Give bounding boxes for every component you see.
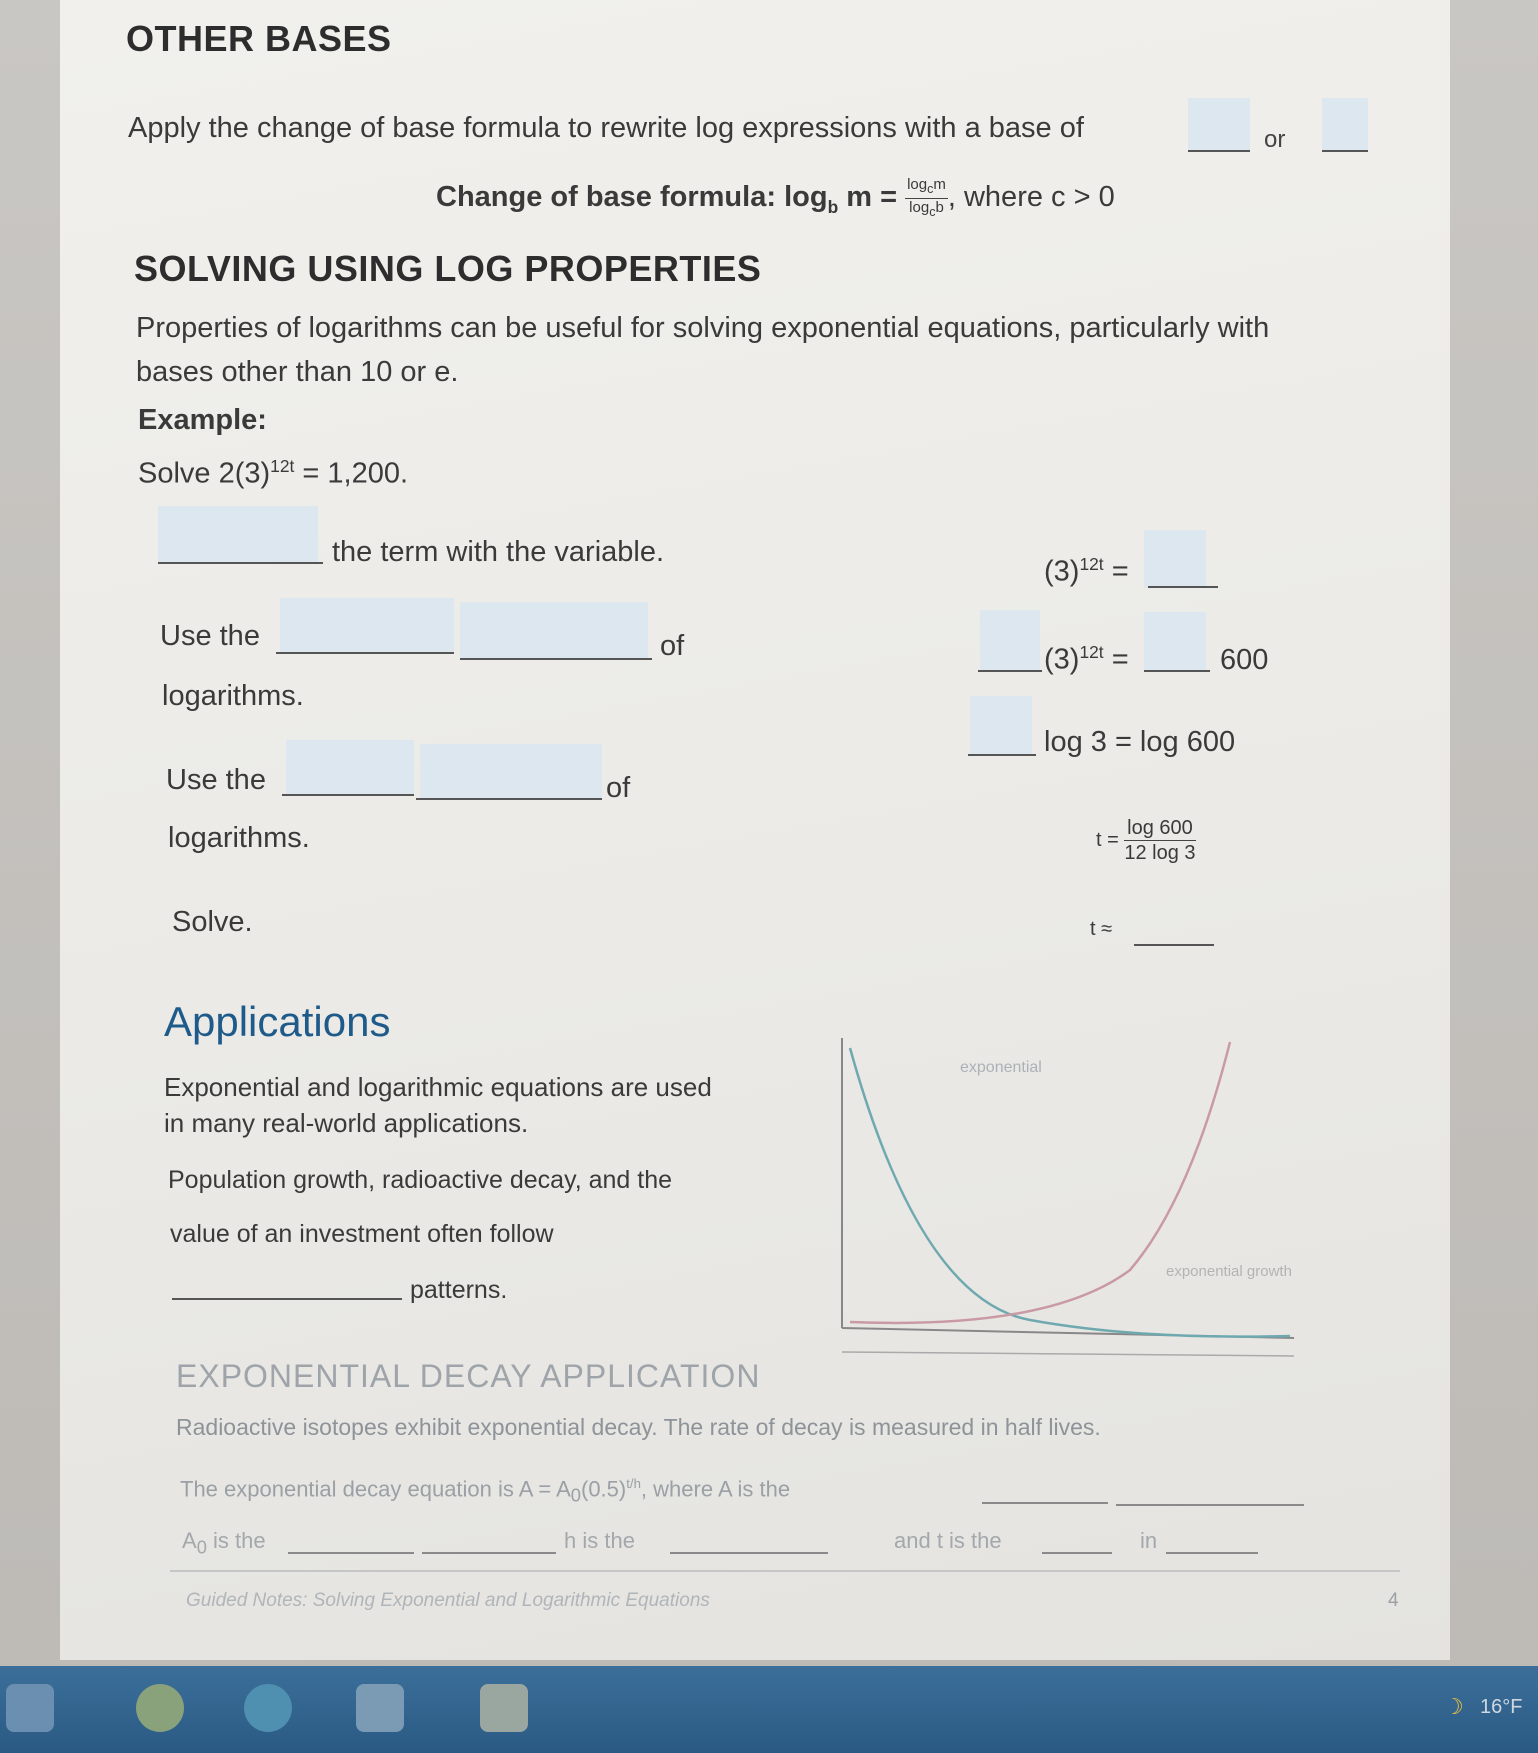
properties-para-line1: Properties of logarithms can be useful for solving exponential equations, particularly with	[136, 312, 1270, 344]
weather-temperature: 16°F	[1480, 1696, 1523, 1718]
answer-box-base-2	[1322, 98, 1368, 152]
step3-of: of	[606, 772, 631, 804]
answer-box-work3	[970, 696, 1032, 754]
exponential-graph	[830, 1030, 1310, 1360]
blank-decay-h[interactable]	[670, 1552, 828, 1554]
blank-work3[interactable]	[968, 754, 1036, 756]
work-line5: t ≈	[1090, 918, 1113, 940]
decay-a0-is: $A_0$ is the	[182, 1528, 266, 1558]
footer-page-number: 4	[1388, 1590, 1399, 1611]
step2-logarithms: logarithms.	[162, 680, 304, 712]
formula-where: , where c > 0	[947, 181, 1115, 214]
work-line4: t = $\frac{\log 600}{12 \log 3}$	[1096, 817, 1196, 864]
step3-use-the: Use the	[166, 764, 266, 796]
blank-step3a[interactable]	[282, 794, 414, 796]
formula-lhs: $\log_b m$ =	[784, 181, 898, 217]
work-600: 600	[1220, 644, 1269, 676]
work-line2: $(3)^{12t}$ =	[1044, 642, 1129, 676]
step3-logarithms: logarithms.	[168, 822, 310, 854]
or-text: or	[1264, 126, 1286, 153]
applications-patterns: patterns.	[410, 1276, 508, 1304]
decay-t-is: and t is the	[894, 1528, 1002, 1553]
blank-decay-a0-2[interactable]	[422, 1552, 556, 1554]
answer-box-step3a	[286, 740, 414, 794]
applications-p1-line1: Exponential and logarithmic equations are used	[164, 1072, 712, 1102]
folder-icon[interactable]	[480, 1684, 528, 1732]
document-page	[60, 0, 1450, 1660]
change-of-base-formula	[436, 176, 1115, 221]
decay-equation-line: The exponential decay equation is $A = A_0(0.5)^{t/h}$, where A is the	[180, 1476, 791, 1506]
heading-other-bases: OTHER BASES	[126, 18, 392, 59]
formula-fraction: $\frac{\log_cm}{\log_cb}$	[907, 176, 946, 219]
heading-solving-log-properties: SOLVING USING LOG PROPERTIES	[134, 248, 762, 289]
start-icon[interactable]	[6, 1684, 54, 1732]
properties-para-line2: bases other than 10 or e.	[136, 356, 459, 388]
blank-decay-a1[interactable]	[982, 1502, 1108, 1504]
files-icon[interactable]	[356, 1684, 404, 1732]
applications-p1-line2: in many real-world applications.	[164, 1108, 529, 1138]
blank-step2a[interactable]	[276, 652, 454, 654]
intro-text: Apply the change of base formula to rewrite log expressions with a base of	[128, 112, 1084, 144]
decay-curve	[850, 1048, 1290, 1337]
blank-decay-a0-1[interactable]	[288, 1552, 414, 1554]
blank-step2b[interactable]	[460, 658, 652, 660]
graph-label-decay: exponential	[960, 1059, 1042, 1076]
blank-decay-t[interactable]	[1042, 1552, 1112, 1554]
footer-divider	[170, 1570, 1400, 1572]
blank-base-2[interactable]	[1322, 150, 1368, 152]
blank-decay-in[interactable]	[1166, 1552, 1258, 1554]
answer-box-work1	[1144, 530, 1206, 588]
answer-box-step2b	[460, 602, 648, 660]
blank-patterns[interactable]	[172, 1298, 402, 1300]
example-equation: Solve $2(3)^{12t} = 1,200$.	[138, 456, 409, 490]
heading-applications: Applications	[164, 998, 391, 1045]
answer-box-step2a	[280, 598, 454, 652]
blank-decay-a2[interactable]	[1116, 1504, 1304, 1506]
work-line1: $(3)^{12t}$ =	[1044, 554, 1129, 588]
step2-use-the: Use the	[160, 620, 260, 652]
answer-box-work2b	[1144, 612, 1206, 670]
taskbar	[0, 1666, 1538, 1753]
browser-icon[interactable]	[136, 1684, 184, 1732]
formula-label: Change of base formula:	[436, 181, 776, 214]
growth-curve	[850, 1042, 1230, 1323]
footer-title: Guided Notes: Solving Exponential and Logarithmic Equations	[186, 1590, 710, 1611]
blank-step1[interactable]	[158, 562, 323, 564]
work-fraction: $\frac{\log 600}{12 \log 3}$	[1124, 817, 1196, 864]
step1-text: the term with the variable.	[332, 536, 665, 568]
heading-decay-application: EXPONENTIAL DECAY APPLICATION	[176, 1358, 761, 1394]
blank-work2b[interactable]	[1144, 670, 1210, 672]
graph-baseline	[842, 1352, 1294, 1356]
answer-box-step3b	[420, 744, 602, 800]
decay-in: in	[1140, 1528, 1158, 1553]
decay-h-is: h is the	[564, 1528, 635, 1553]
app-icon[interactable]	[244, 1684, 292, 1732]
step4-solve: Solve.	[172, 906, 253, 938]
blank-step3b[interactable]	[416, 798, 602, 800]
answer-box-base-1	[1188, 98, 1250, 152]
blank-work1[interactable]	[1148, 586, 1218, 588]
graph-label-growth: exponential growth	[1166, 1263, 1292, 1280]
blank-work5[interactable]	[1134, 944, 1214, 946]
example-label: Example:	[138, 404, 267, 436]
answer-box-step1	[158, 506, 318, 562]
work-line3: log 3 = log 600	[1044, 726, 1236, 758]
answer-box-work2a	[980, 610, 1040, 670]
blank-base-1[interactable]	[1188, 150, 1250, 152]
applications-p2-line1: Population growth, radioactive decay, and the	[168, 1166, 673, 1194]
weather-icon: ☽	[1444, 1694, 1464, 1719]
applications-p2-line2: value of an investment often follow	[170, 1220, 554, 1248]
step2-of: of	[660, 630, 685, 662]
decay-line1: Radioactive isotopes exhibit exponential decay. The rate of decay is measured in half lives.	[176, 1414, 1101, 1440]
blank-work2a[interactable]	[978, 670, 1042, 672]
